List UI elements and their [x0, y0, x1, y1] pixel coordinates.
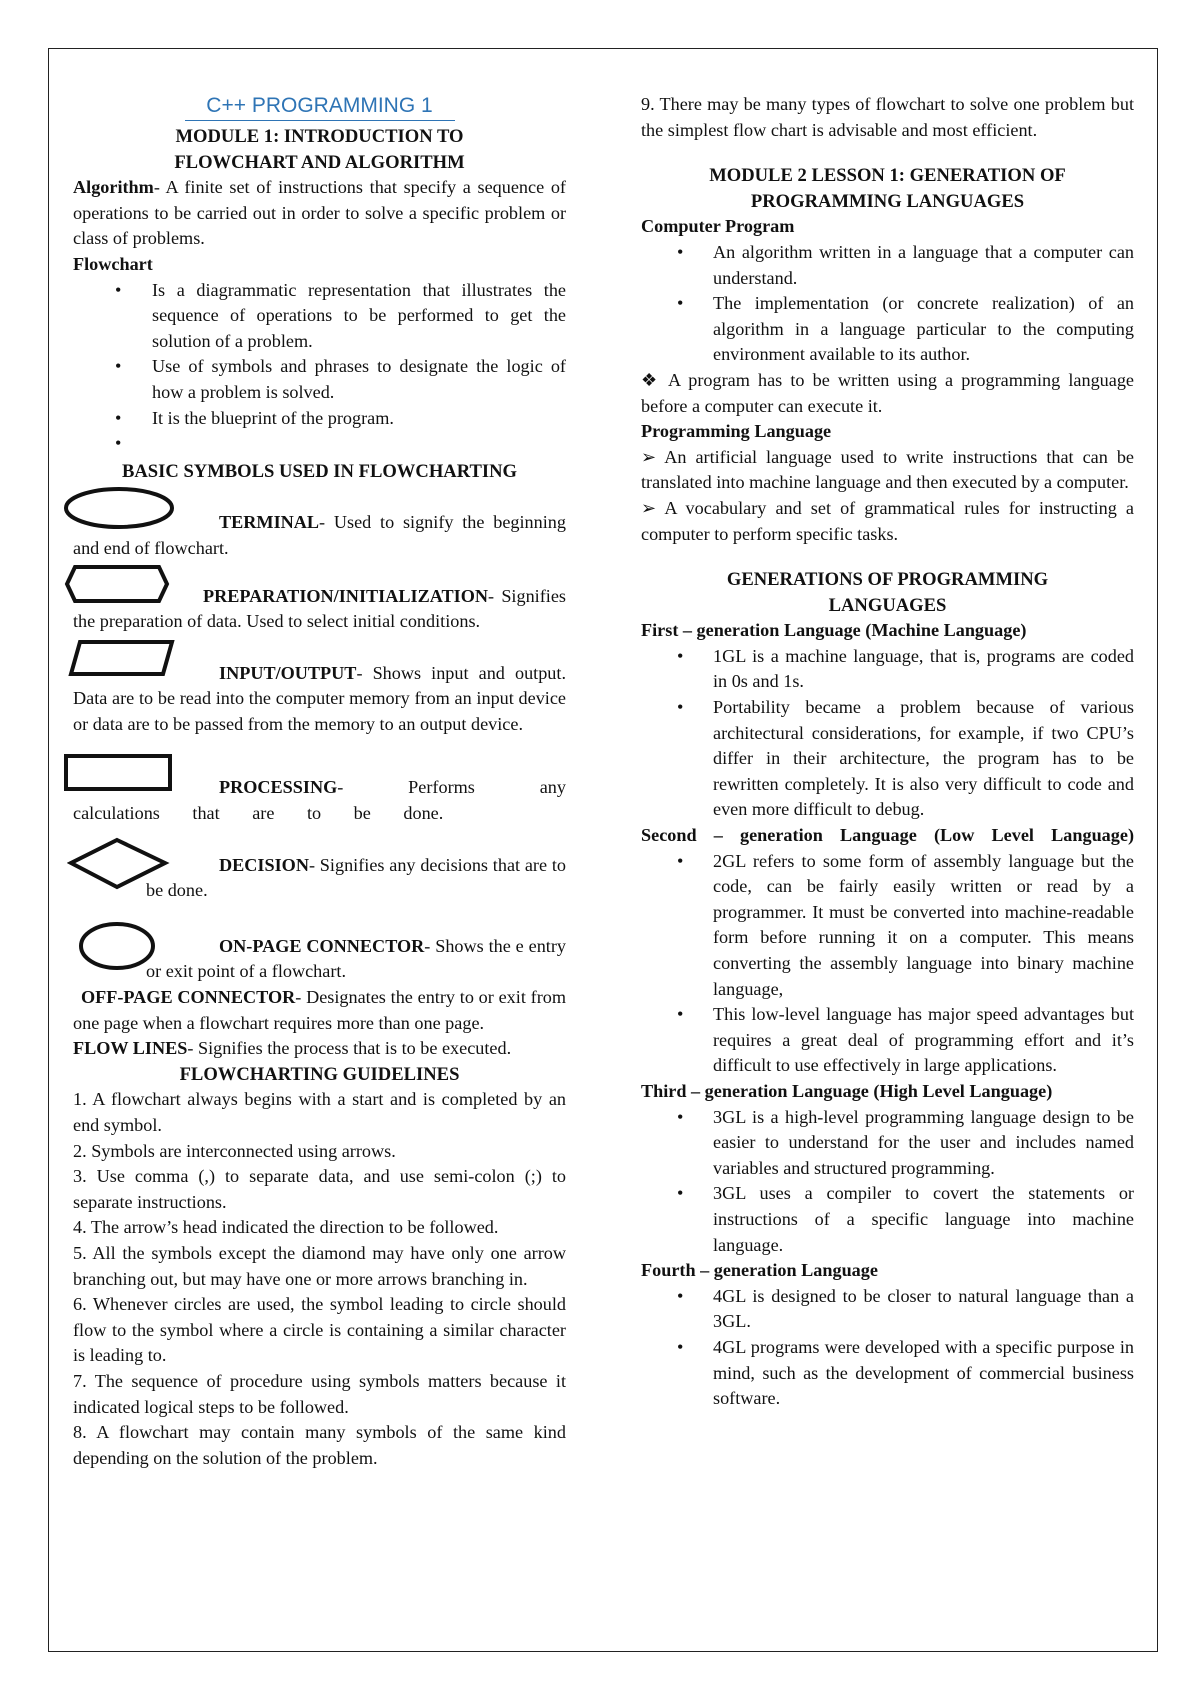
guidelines-heading: FLOWCHARTING GUIDELINES: [179, 1063, 460, 1085]
programming-language-heading: Programming Language: [641, 421, 832, 442]
on-page-desc: - Shows the e entry or exit point of a flowchart.: [146, 935, 566, 982]
generation-title: Third – generation Language (High Level Language): [641, 1080, 1053, 1101]
off-page-label: OFF-PAGE CONNECTOR: [81, 987, 296, 1008]
input-output-entry: [73, 645, 566, 738]
diamond-bullet-icon: ❖: [641, 369, 661, 390]
computer-program-heading: Computer Program: [641, 216, 795, 237]
programming-language-point: ➢ An artificial language used to write instructions that can be translated into machine language and then executed by a computer.: [641, 446, 1134, 493]
flowchart-bullets: [73, 278, 566, 457]
list-item: • The implementation (or concrete realization) of an algorithm in a language particular to the computing environment available to its author.: [677, 293, 1134, 365]
generation-title: Second – generation Language (Low Level Language): [641, 825, 1134, 846]
algorithm-text: - A finite set of instructions that specify a sequence of operations to be carried out in order to solve a specific problem or class of problems.: [73, 177, 566, 249]
guideline-item: 5. All the symbols except the diamond may have only one arrow branching out, but may have one or more arrows branching in.: [73, 1242, 566, 1289]
preparation-label: PREPARATION/INITIALIZATION: [203, 585, 488, 606]
parallelogram-symbol-icon: [67, 639, 179, 679]
generation-title: First – generation Language (Machine Language): [641, 620, 1027, 641]
module-1-heading: MODULE 1: INTRODUCTION TO FLOWCHART AND ALGORITHM: [174, 126, 465, 173]
computer-program-bullets: [641, 240, 1134, 368]
guidelines-list: [73, 1087, 566, 1471]
programming-language-point: ➢ A vocabulary and set of grammatical rules for instructing a computer to perform specific tasks.: [641, 497, 1134, 544]
decision-entry: [73, 845, 566, 904]
terminal-symbol-icon: [63, 486, 183, 534]
diamond-symbol-icon: [67, 837, 177, 893]
flow-lines-label: FLOW LINES: [73, 1038, 188, 1059]
generations-heading: GENERATIONS OF PROGRAMMING LANGUAGES: [726, 569, 1049, 616]
guideline-item: 2. Symbols are interconnected using arrows.: [73, 1140, 396, 1161]
guideline-item: 3. Use comma (,) to separate data, and use semi-colon (;) to separate instructions.: [73, 1166, 566, 1212]
arrow-bullet-icon: ➢: [641, 497, 657, 518]
list-item: • 4GL is designed to be closer to natural language than a 3GL.: [677, 1285, 1134, 1332]
generation-bullets: [641, 1284, 1134, 1412]
guideline-item: 6. Whenever circles are used, the symbol leading to circle should flow to the symbol where a circle is containing a similar character is leading to.: [73, 1294, 566, 1366]
program-note: ❖ A program has to be written using a programming language before a computer can execute it.: [641, 369, 1134, 416]
list-item: • 1GL is a machine language, that is, programs are coded in 0s and 1s.: [677, 645, 1134, 692]
guideline-item: 1. A flowchart always begins with a start and is completed by an end symbol.: [73, 1089, 566, 1135]
guideline-item: 4. The arrow’s head indicated the direction to be followed.: [73, 1217, 499, 1238]
on-page-connector-entry: [73, 924, 566, 985]
arrow-bullet-icon: ➢: [641, 446, 657, 467]
on-page-label: ON-PAGE CONNECTOR: [219, 935, 425, 956]
circle-symbol-icon: [77, 920, 167, 976]
list-item: • An algorithm written in a language that a computer can understand.: [677, 241, 1134, 288]
list-item: • 3GL is a high-level programming language design to be easier to understand for the user and includes named variables and structured programming.: [677, 1106, 1134, 1178]
processing-entry: [73, 757, 566, 826]
list-item: •: [115, 433, 122, 454]
terminal-entry: [73, 488, 566, 561]
terminal-label: TERMINAL: [219, 512, 320, 533]
basic-symbols-heading: BASIC SYMBOLS USED IN FLOWCHARTING: [121, 460, 518, 482]
preparation-desc: - Signifies the preparation of data. Used to select initial conditions.: [73, 585, 566, 632]
document-title: C++ PROGRAMMING 1: [185, 92, 455, 121]
list-item: • Is a diagrammatic representation that illustrates the sequence of operations to be performed to get the solution of a problem.: [115, 279, 566, 351]
list-item: • Portability became a problem because of various architectural considerations, for example, if two CPU’s differ in their architecture, the program has to be rewritten completely. It is also very difficult to code and even more difficult to debug.: [677, 697, 1134, 820]
flow-lines-desc: - Signifies the process that is to be executed.: [187, 1038, 512, 1059]
list-item: • 4GL programs were developed with a specific purpose in mind, such as the development of commercial business software.: [677, 1336, 1134, 1409]
off-page-desc: - Designates the entry to or exit from one page when a flowchart requires more than one page.: [73, 987, 566, 1033]
processing-label: PROCESSING: [219, 777, 338, 798]
algorithm-definition: [73, 175, 566, 252]
processing-desc: - Performs any calculations that are to be done.: [73, 777, 566, 824]
terminal-desc: - Used to signify the beginning and end of flowchart.: [73, 512, 566, 558]
generation-bullets: [641, 644, 1134, 823]
rectangle-symbol-icon: [63, 753, 175, 793]
preparation-entry: [73, 570, 566, 635]
decision-label: DECISION: [219, 854, 309, 875]
decision-desc: - Signifies any decisions that are to be done.: [146, 854, 566, 901]
list-item: • It is the blueprint of the program.: [115, 407, 394, 428]
list-item: • Use of symbols and phrases to designate the logic of how a problem is solved.: [115, 356, 566, 402]
generation-bullets: [641, 849, 1134, 1079]
preparation-symbol-icon: [61, 564, 173, 606]
guideline-item-9: 9. There may be many types of flowchart to solve one problem but the simplest flow chart is advisable and most efficient.: [641, 94, 1134, 140]
guideline-item: 7. The sequence of procedure using symbols matters because it indicated logical steps to be followed.: [73, 1370, 566, 1417]
off-page-connector-entry: [73, 985, 566, 1036]
io-label: INPUT/OUTPUT: [219, 662, 357, 683]
flow-lines-entry: [73, 1036, 566, 1062]
module-2-heading: MODULE 2 LESSON 1: GENERATION OF PROGRAMMING LANGUAGES: [709, 165, 1066, 212]
list-item: • 3GL uses a compiler to covert the statements or instructions of a specific language into machine language.: [677, 1183, 1134, 1255]
right-column: [641, 92, 1134, 1412]
io-desc: - Shows input and output. Data are to be read into the computer memory from an input device or data are to be passed from the memory to an output device.: [73, 662, 566, 734]
list-item: • 2GL refers to some form of assembly language but the code, can be fairly easily written or read by a programmer. It must be converted into machine-readable form before running it on a computer. This means converting the assembly language into binary machine language,: [677, 850, 1134, 999]
flowchart-heading: Flowchart: [73, 253, 153, 274]
guideline-item: 8. A flowchart may contain many symbols of the same kind depending on the solution of the problem.: [73, 1422, 566, 1468]
algorithm-term: Algorithm: [73, 177, 154, 198]
generation-bullets: [641, 1105, 1134, 1259]
left-column: [73, 92, 566, 1471]
list-item: • This low-level language has major speed advantages but requires a great deal of programming effort and it’s difficult to use effectively in large applications.: [677, 1004, 1134, 1076]
generation-title: Fourth – generation Language: [641, 1260, 878, 1281]
